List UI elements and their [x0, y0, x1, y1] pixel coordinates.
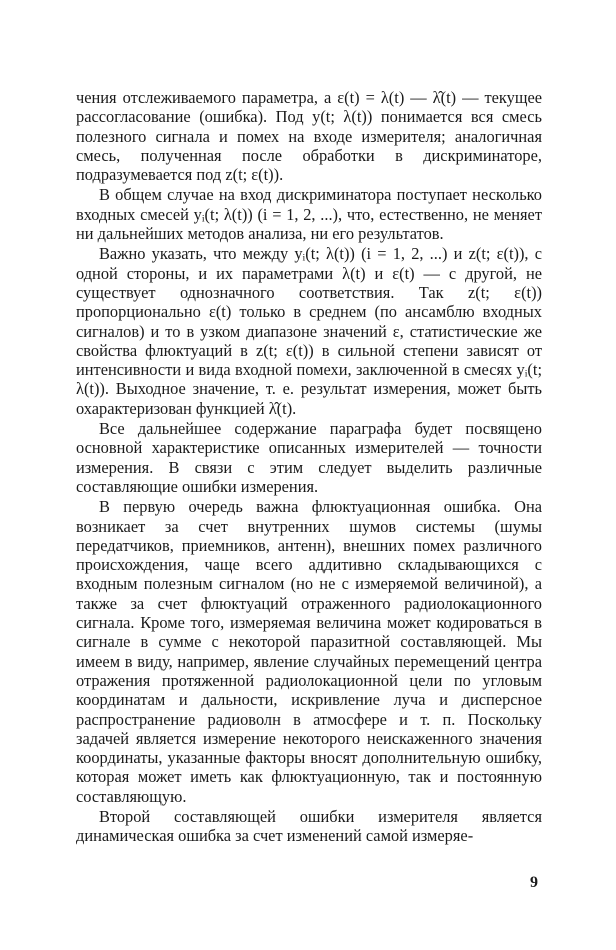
paragraph-1: чения отслеживаемого параметра, а ε(t) = λ(t) — λ̂(t) — текущее рассогласование (ошибка). Под y(t; λ(t)) понимается вся смесь полезного сигнала и помех на входе измерителя; аналогичная смесь, полученная после обработки в дискриминаторе, подразумевается под z(t; ε(t)).: [76, 88, 542, 185]
paragraph-6: Второй составляющей ошибки измерителя является динамическая ошибка за счет изменений самой измеряе-: [76, 806, 542, 846]
paragraph-5: В первую очередь важна флюктуационная ошибка. Она возникает за счет внутренних шумов системы (шумы передатчиков, приемников, антенн), внешних помех различного происхождения, чаще всего аддитивно складывающихся с входным полезным сигналом (но не с измеряемой величиной), а также за счет флюктуаций отраженного радиолокационного сигнала. Кроме того, измеряемая величина может кодироваться в сигнале в сумме с некоторой паразитной составляющей. Мы имеем в виду, например, явление случайных перемещений центра отражения протяженной радиолокационной цели по угловым координатам и дальности, искривление луча и дисперсное распространение радиоволн в атмосфере и т. п. Поскольку задачей является измерение некоторого неискаженного значения координаты, указанные факторы вносят дополнительную ошибку, которая может иметь как флюктуационную, так и постоянную составляющую.: [76, 497, 542, 806]
paragraph-2: В общем случае на вход дискриминатора поступает несколько входных смесей yᵢ(t; λ(t)) (i = 1, 2, ...), что, естественно, не меняет ни дальнейших методов анализа, ни его результатов.: [76, 185, 542, 244]
paragraph-4: Все дальнейшее содержание параграфа будет посвящено основной характеристике описанных измерителей — точности измерения. В связи с этим следует выделить различные составляющие ошибки измерения.: [76, 419, 542, 496]
page-body: [76, 88, 542, 846]
page-number: 9: [530, 874, 538, 891]
paragraph-3: Важно указать, что между yᵢ(t; λ(t)) (i = 1, 2, ...) и z(t; ε(t)), с одной стороны, и их параметрами λ(t) и ε(t) — с другой, не существует однозначного соответствия. Так z(t; ε(t)) пропорционально ε(t) только в среднем (по ансамблю входных сигналов) и то в узком диапазоне значений ε, статистические же свойства флюктуаций в z(t; ε(t)) в сильной степени зависят от интенсивности и вида входной помехи, заключенной в смесях yᵢ(t; λ(t)). Выходное значение, т. е. результат измерения, может быть охарактеризован функцией λ̂(t).: [76, 244, 542, 418]
